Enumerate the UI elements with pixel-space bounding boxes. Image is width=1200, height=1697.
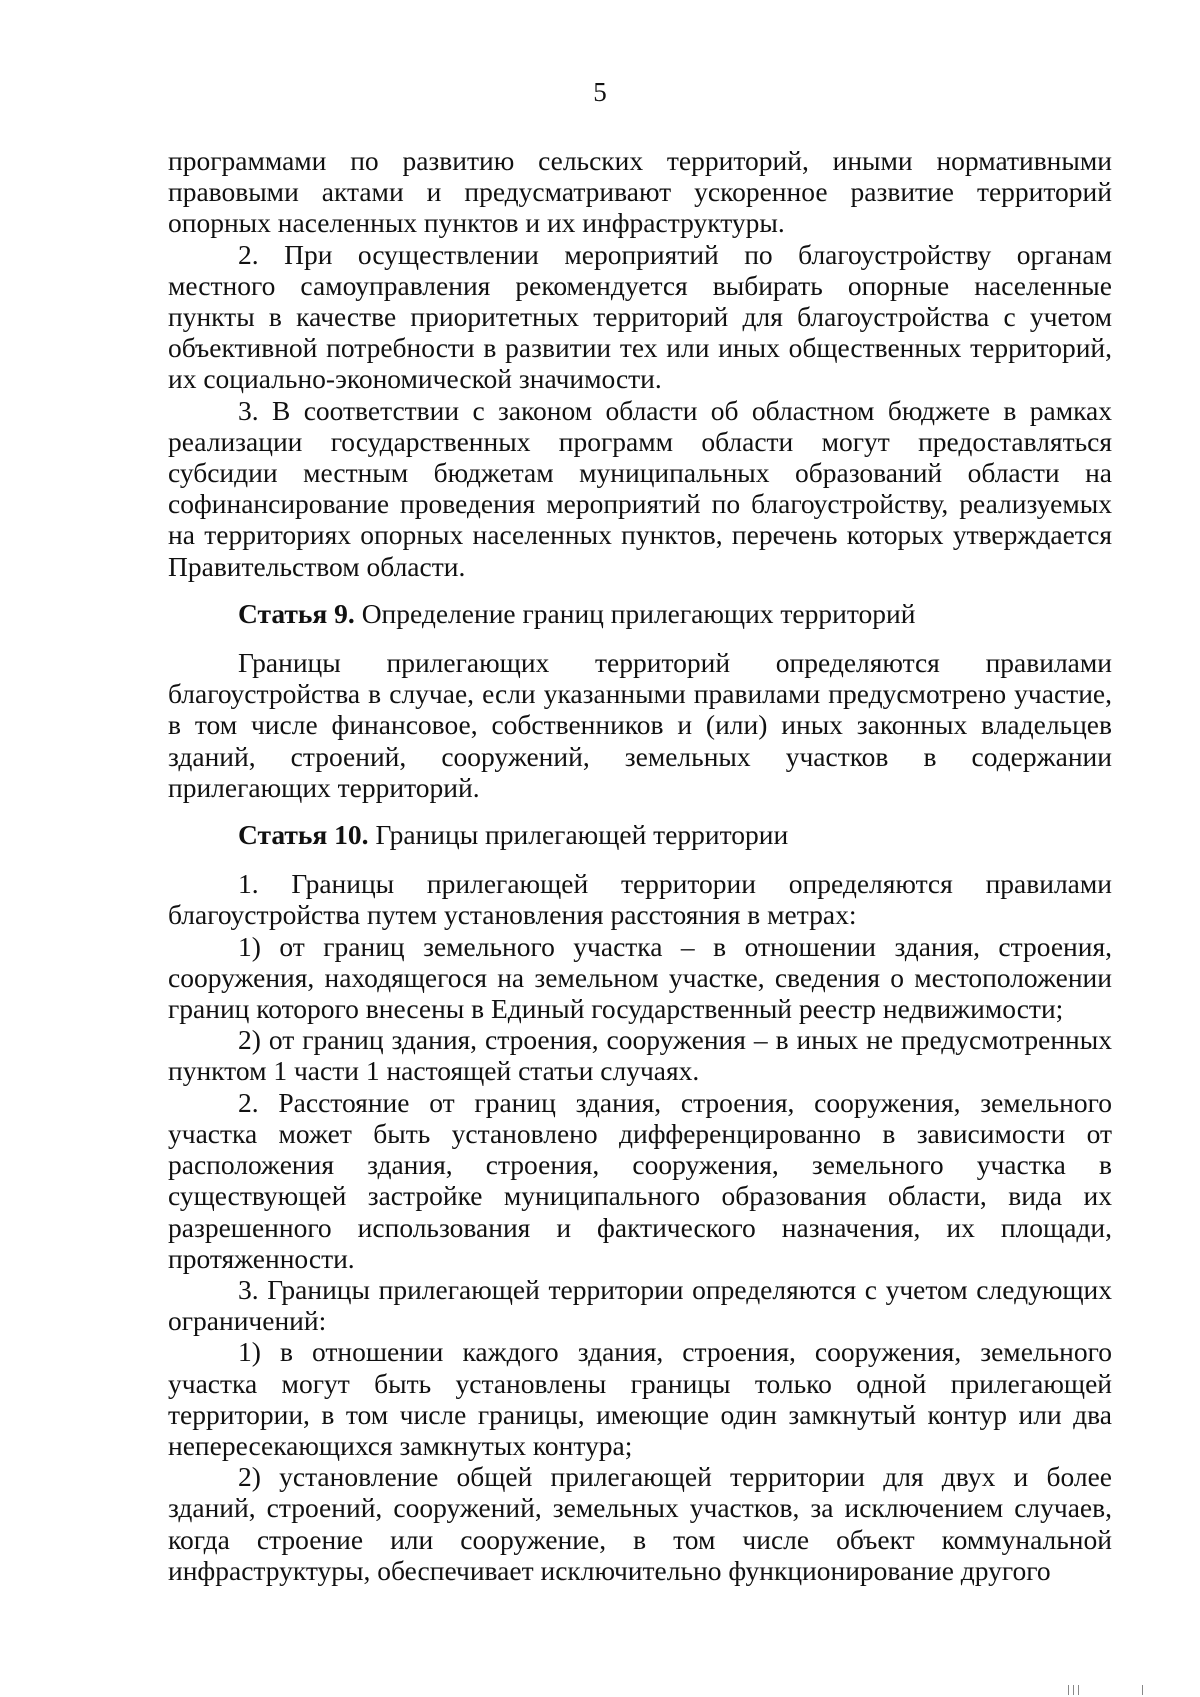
article-10-title: Границы прилегающей территории (368, 819, 789, 851)
article-9-heading (168, 598, 1112, 629)
scan-mark (1068, 1685, 1069, 1695)
article-10-part-3-clause-2: 2) установление общей прилегающей территории для двух и более зданий, строений, сооружений, земельных участков, за исключением случаев, когда строение или сооружение, в том числе объект коммунальной инфраструктуры, обеспечивает исключительно функционирование другого (168, 1461, 1112, 1586)
article-10-part-1-clause-1: 1) от границ земельного участка – в отношении здания, строения, сооружения, находящегося на земельном участке, сведения о местоположении границ которого внесены в Единый государственный реестр недвижимости; (168, 930, 1112, 1025)
scan-mark (1142, 1685, 1143, 1695)
paragraph-item-3: 3. В соответствии с законом области об областном бюджете в рамках реализации государственных программ области могут предоставляться субсидии местным бюджетам муниципальных образований области на софинансирование проведения мероприятий по благоустройству, реализуемых на территориях опорных населенных пунктов, перечень которых утверждается Правительством области. (168, 394, 1112, 582)
article-10-part-2: 2. Расстояние от границ здания, строения, сооружения, земельного участка может быть установлено дифференцированно в зависимости от расположения здания, строения, сооружения, земельного участка в существующей застройке муниципального образования области, вида их разрешенного использования и фактического назначения, их площади, протяженности. (168, 1086, 1112, 1274)
article-10-heading (168, 819, 1112, 850)
article-10-part-1: 1. Границы прилегающей территории определяются правилами благоустройства путем установления расстояния в метрах: (168, 868, 1112, 931)
scan-mark (1078, 1685, 1079, 1695)
paragraph-continuation: программами по развитию сельских территорий, иными нормативными правовыми актами и предусматривают ускоренное развитие территорий опорных населенных пунктов и их инфраструктуры. (168, 145, 1112, 239)
article-10-label: Статья 10. (238, 819, 369, 851)
document-body (168, 145, 1112, 1586)
article-10-part-1-clause-2: 2) от границ здания, строения, сооружения – в иных не предусмотренных пунктом 1 части 1 настоящей статьи случаях. (168, 1024, 1112, 1087)
article-10-part-3: 3. Границы прилегающей территории определяются с учетом следующих ограничений: (168, 1273, 1112, 1337)
scan-mark (1073, 1685, 1074, 1695)
article-9-title: Определение границ прилегающих территорий (354, 597, 916, 629)
article-9-label: Статья 9. (238, 597, 355, 629)
page-number: 5 (593, 77, 607, 107)
paragraph-item-2: 2. При осуществлении мероприятий по благоустройству органам местного самоуправления рекомендуется выбирать опорные населенные пункты в качестве приоритетных территорий для благоустройства с учетом объективной потребности в развитии тех или иных общественных территорий, их социально-экономической значимости. (168, 238, 1112, 395)
article-9-text: Границы прилегающих территорий определяются правилами благоустройства в случае, если указанными правилами предусмотрено участие, в том числе финансовое, собственников и (или) иных законных владельцев зданий, строений, сооружений, земельных участков в содержании прилегающих территорий. (168, 647, 1112, 803)
article-10-part-3-clause-1: 1) в отношении каждого здания, строения, сооружения, земельного участка могут быть установлены границы только одной прилегающей территории, в том числе границы, имеющие один замкнутый контур или два непересекающихся замкнутых контура; (168, 1336, 1112, 1461)
scan-edge-marks (1060, 1667, 1200, 1697)
